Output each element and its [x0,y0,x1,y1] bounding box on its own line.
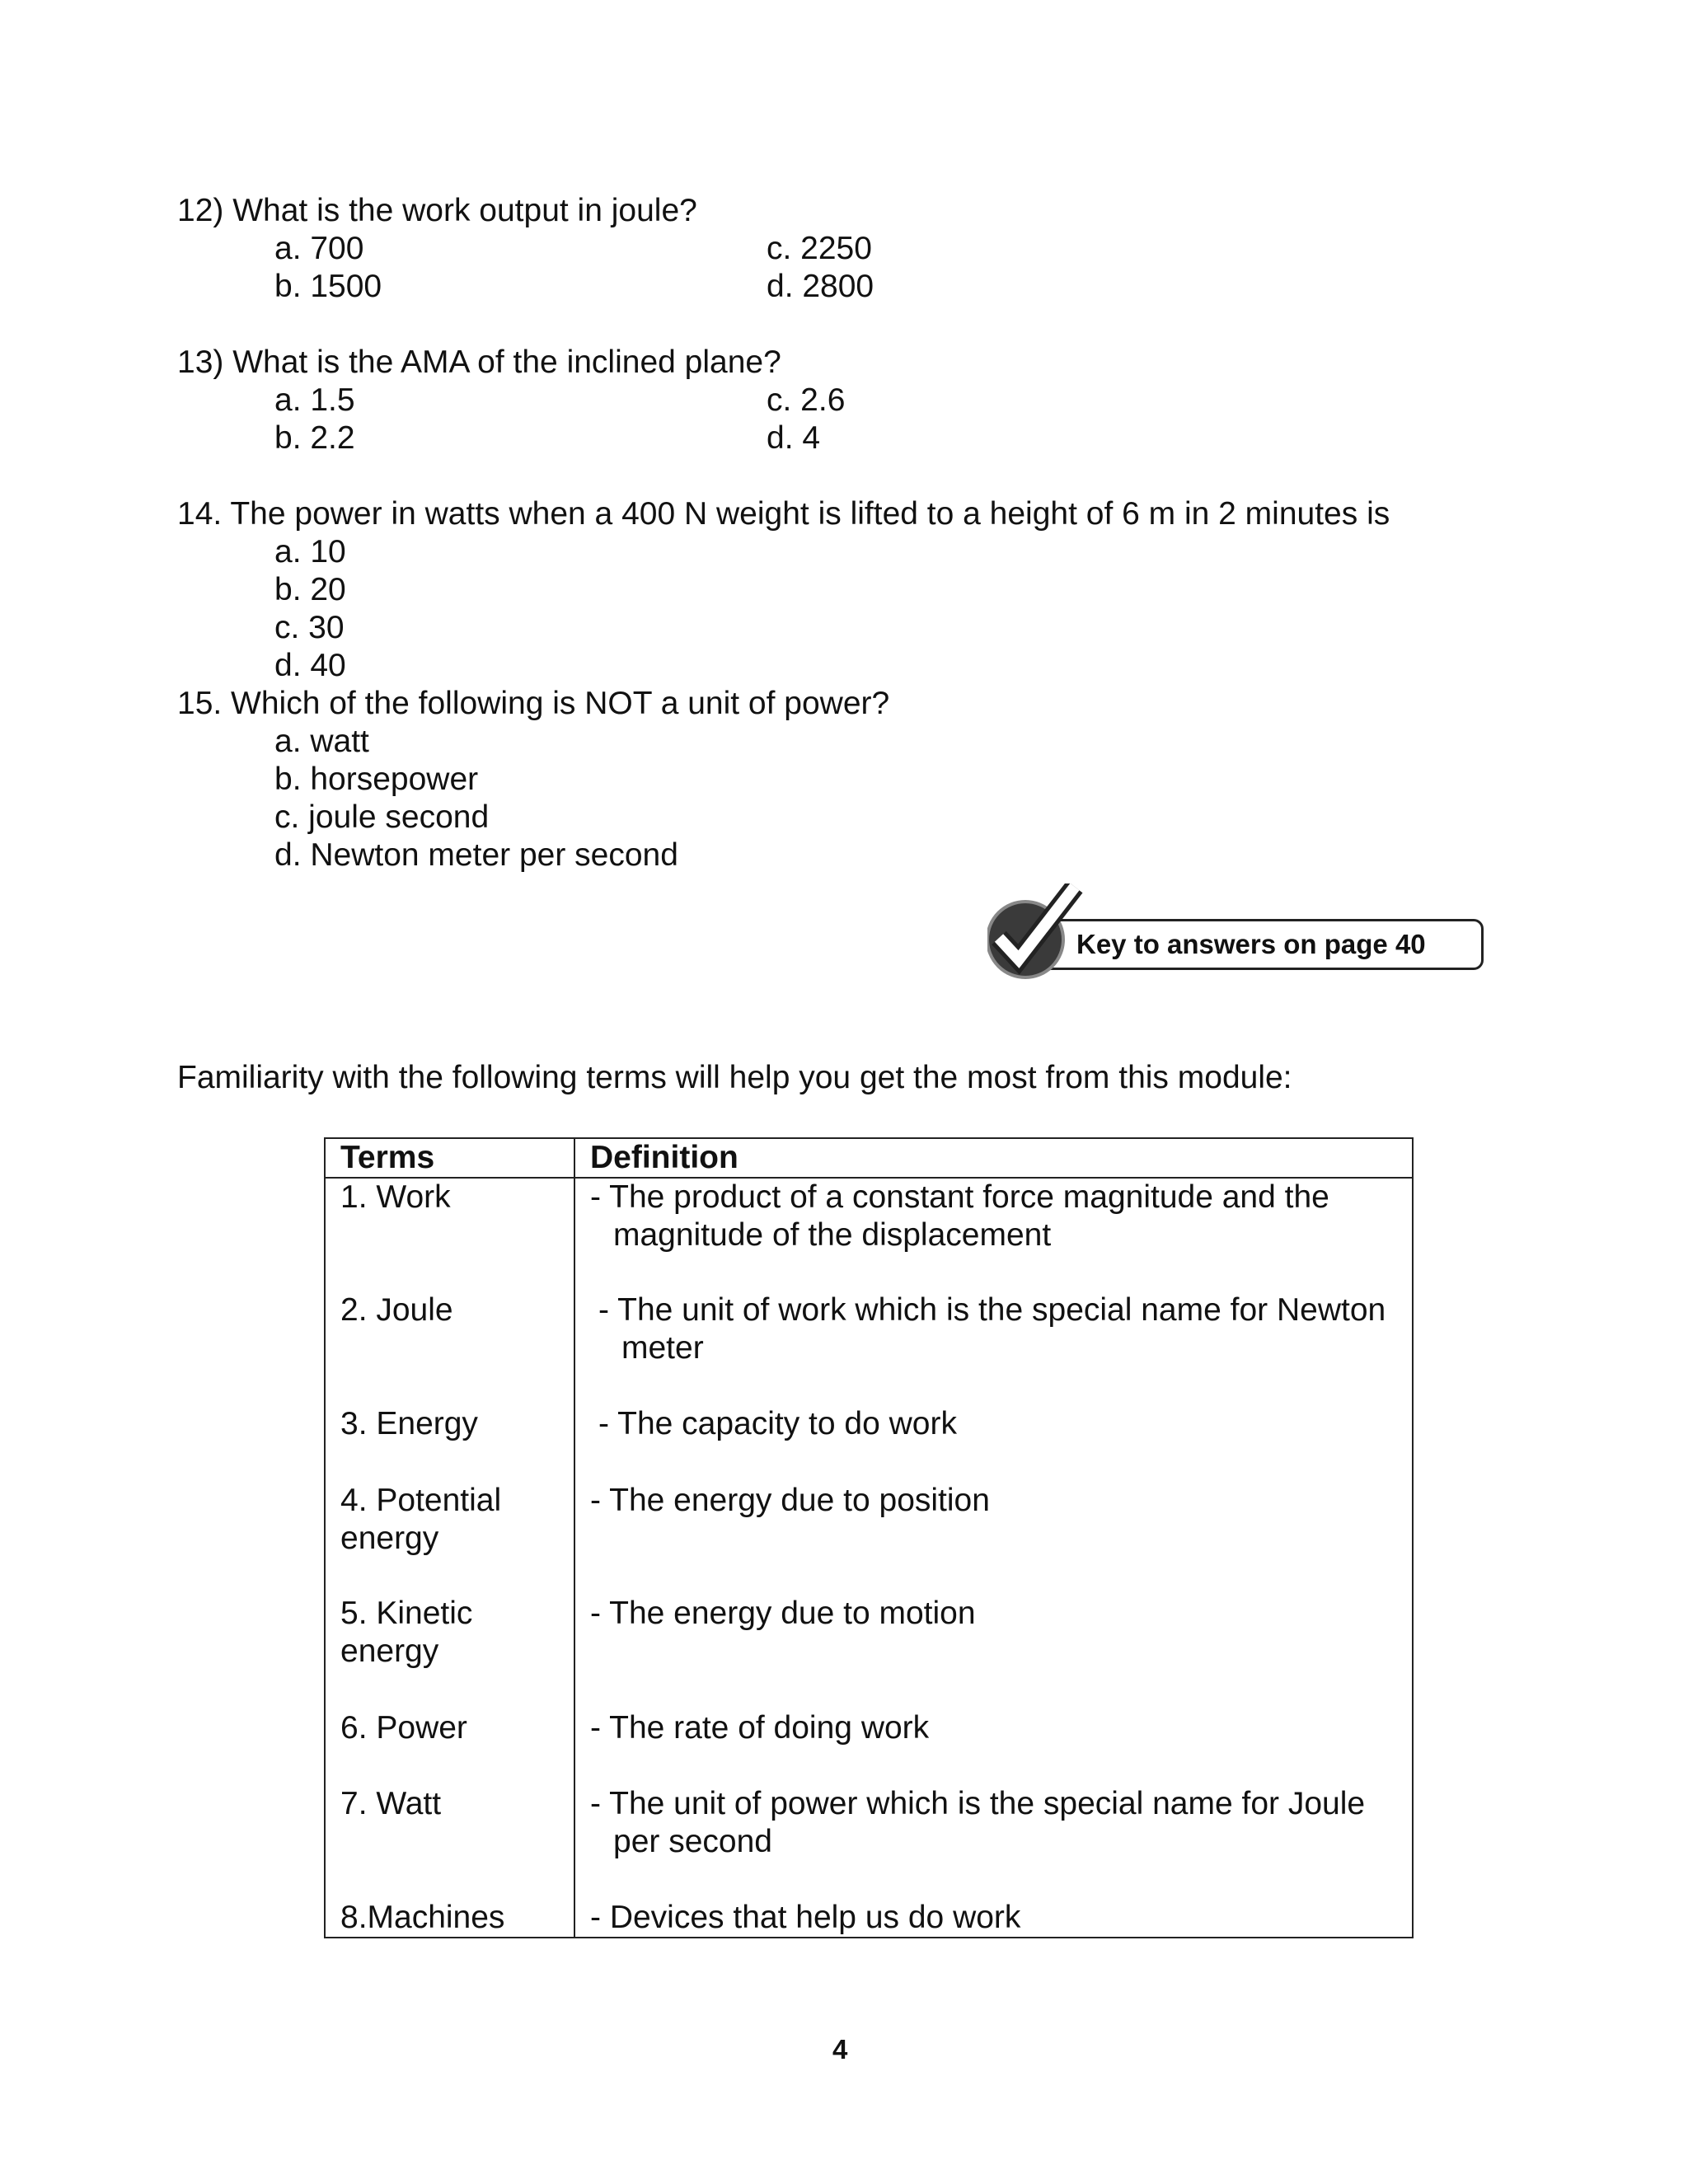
terms-intro: Familiarity with the following terms will help you get the most from this module: [177,1060,1292,1095]
term-cell: 5. Kinetic energy [325,1595,574,1709]
question-12-option-c: c. 2250 [767,231,872,266]
terms-table [324,1137,1414,1938]
question-13-option-a: a. 1.5 [274,382,355,418]
question-13-stem: 13) What is the AMA of the inclined plane? [177,344,781,380]
question-12-stem: 12) What is the work output in joule? [177,193,697,228]
term-cell: 7. Watt [325,1785,574,1899]
question-14-option-d: d. 40 [274,648,346,683]
header-definition: Definition [574,1138,1413,1178]
table-row [325,1405,1413,1481]
table-row [325,1291,1413,1406]
table-row [325,1178,1413,1291]
question-14-option-c: c. 30 [274,610,345,645]
definition-cell: - The unit of work which is the special name for Newton meter [598,1291,1386,1366]
term-cell: 2. Joule [325,1291,574,1406]
table-row [325,1595,1413,1709]
question-15-stem: 15. Which of the following is NOT a unit of power? [177,686,890,721]
question-14-stem: 14. The power in watts when a 400 N weight is lifted to a height of 6 m in 2 minutes is [177,496,1390,532]
page-number: 4 [832,2034,848,2064]
question-15-option-a: a. watt [274,724,369,759]
question-12-option-d: d. 2800 [767,269,874,304]
definition-cell: - The energy due to motion [590,1596,976,1632]
question-13-option-c: c. 2.6 [767,382,846,418]
question-12-option-a: a. 700 [274,231,364,266]
header-terms: Terms [325,1138,574,1178]
definition-cell: - The capacity to do work [598,1406,957,1442]
term-cell: 4. Potential energy [325,1482,574,1596]
term-cell: 3. Energy [325,1405,574,1481]
question-14-option-a: a. 10 [274,534,346,569]
checkmark-icon [987,883,1100,989]
question-15-option-d: d. Newton meter per second [274,837,678,873]
table-row [325,1899,1413,1938]
question-13-option-d: d. 4 [767,420,821,456]
definition-cell: - The product of a constant force magnitude and the magnitude of the displacement [590,1179,1329,1253]
definition-cell: - The unit of power which is the special name for Joule per second [590,1786,1366,1860]
table-header-row [325,1138,1413,1178]
term-cell: 6. Power [325,1709,574,1785]
definition-cell: - The rate of doing work [590,1709,930,1746]
table-row [325,1709,1413,1785]
table-row [325,1785,1413,1899]
definition-cell: - Devices that help us do work [590,1899,1021,1935]
question-12-option-b: b. 1500 [274,269,382,304]
answer-key-label: Key to answers on page 40 [1076,929,1426,959]
question-13-option-b: b. 2.2 [274,420,355,456]
term-cell: 1. Work [325,1178,574,1291]
question-14-option-b: b. 20 [274,572,346,607]
question-15-option-c: c. joule second [274,799,490,835]
question-15-option-b: b. horsepower [274,762,479,797]
definition-cell: - The energy due to position [590,1482,990,1518]
term-cell: 8.Machines [325,1899,574,1938]
table-row [325,1482,1413,1596]
